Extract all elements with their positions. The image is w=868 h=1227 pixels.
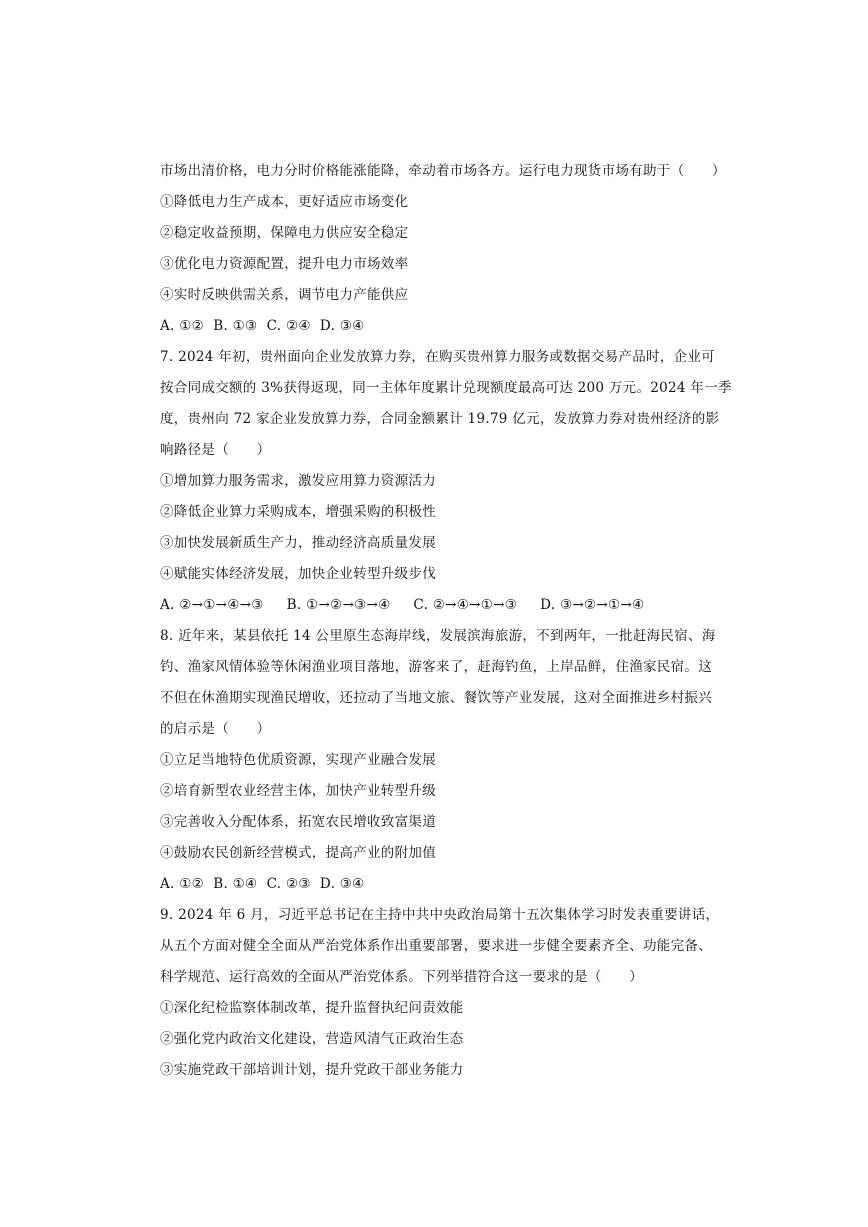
question-8-answer-choices: A. ①② B. ①④ C. ②③ D. ③④ xyxy=(160,876,365,892)
question-8-stem: 8. 近年来，某县依托 14 公里原生态海岸线，发展滨海旅游，不到两年，一批赶海民宿、海 xyxy=(160,628,716,644)
question-7-option-2: ②降低企业算力采购成本，增强采购的积极性 xyxy=(160,504,436,520)
option-1: ①降低电力生产成本，更好适应市场变化 xyxy=(160,194,409,210)
question-7-option-3: ③加快发展新质生产力，推动经济高质量发展 xyxy=(160,535,436,551)
question-7-stem: 度，贵州向 72 家企业发放算力券，合同金额累计 19.79 亿元，发放算力券对贵州经济的影 xyxy=(160,411,720,427)
question-9-stem: 从五个方面对健全全面从严治党体系作出重要部署，要求进一步健全要素齐全、功能完备、 xyxy=(160,938,712,954)
option-3: ③优化电力资源配置，提升电力市场效率 xyxy=(160,256,409,272)
option-2: ②稳定收益预期，保障电力供应安全稳定 xyxy=(160,225,409,241)
question-7-stem: 7. 2024 年初，贵州面向企业发放算力券，在购买贵州算力服务或数据交易产品时，企业可 xyxy=(160,349,716,365)
answer-choices: A. ①② B. ①③ C. ②④ D. ③④ xyxy=(160,318,365,334)
question-8-stem: 的启示是（ ） xyxy=(160,721,271,737)
question-7-option-4: ④赋能实体经济发展，加快企业转型升级步伐 xyxy=(160,566,436,582)
question-8-option-4: ④鼓励农民创新经营模式，提高产业的附加值 xyxy=(160,845,436,861)
question-9-stem: 科学规范、运行高效的全面从严治党体系。下列举措符合这一要求的是（ ） xyxy=(160,969,643,985)
question-8-option-3: ③完善收入分配体系，拓宽农民增收致富渠道 xyxy=(160,814,436,830)
question-7-answer-choices: A. ②→①→④→③ B. ①→②→③→④ C. ②→④→①→③ D. ③→②→①→④ xyxy=(160,597,645,613)
question-9-option-2: ②强化党内政治文化建设，营造风清气正政治生态 xyxy=(160,1031,464,1047)
question-7-option-1: ①增加算力服务需求，激发应用算力资源活力 xyxy=(160,473,436,489)
question-7-stem: 按合同成交额的 3%获得返现，同一主体年度累计兑现额度最高可达 200 万元。2024 年一季 xyxy=(160,380,732,396)
question-8-option-1: ①立足当地特色优质资源，实现产业融合发展 xyxy=(160,752,436,768)
question-text xyxy=(160,156,732,1086)
option-4: ④实时反映供需关系，调节电力产能供应 xyxy=(160,287,409,303)
question-9-option-3: ③实施党政干部培训计划，提升党政干部业务能力 xyxy=(160,1062,464,1078)
question-9-option-1: ①深化纪检监察体制改革，提升监督执纪问责效能 xyxy=(160,1000,464,1016)
question-8-stem: 不但在休渔期实现渔民增收，还拉动了当地文旅、餐饮等产业发展，这对全面推进乡村振兴 xyxy=(160,690,712,706)
question-8-stem: 钓、渔家风情体验等休闲渔业项目落地，游客来了，赶海钓鱼，上岸品鲜，住渔家民宿。这 xyxy=(160,659,712,675)
question-7-stem: 响路径是（ ） xyxy=(160,442,271,458)
text-line: 市场出清价格，电力分时价格能涨能降，牵动着市场各方。运行电力现货市场有助于（ ） xyxy=(160,163,726,179)
question-8-option-2: ②培育新型农业经营主体，加快产业转型升级 xyxy=(160,783,436,799)
question-9-stem: 9. 2024 年 6 月，习近平总书记在主持中共中央政治局第十五次集体学习时发表重要讲话， xyxy=(160,907,720,923)
